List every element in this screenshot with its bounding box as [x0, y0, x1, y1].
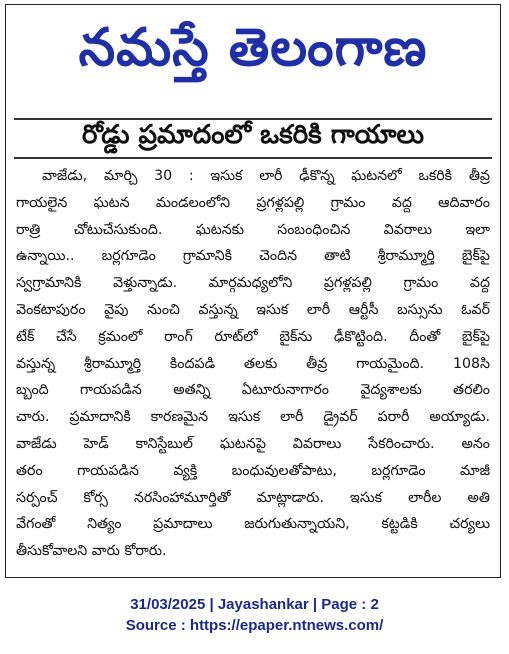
- masthead: [6, 5, 500, 91]
- article-line: రాత్రి చోటుచేసుకుంది. ఘటనకు సంబంధించిన వివరాలు ఇలా: [16, 221, 490, 238]
- edition-info: 31/03/2025 | Jayashankar | Page : 2: [130, 596, 379, 613]
- masthead-title: నమస్తే తెలంగాణ: [78, 18, 428, 78]
- article-line: వేగంతో నిత్యం ప్రమాదాలు జరుగుతున్నాయని, కట్టడికి చర్యలు: [16, 516, 490, 533]
- article-line: స్వగ్రామానికి వెళ్తున్నాడు. మార్గమధ్యలోని ప్రగళ్లపల్లి గ్రామం వద్ద: [16, 275, 490, 292]
- article-body: [16, 163, 490, 565]
- article-line: టేక్ చేసే క్రమంలో రాంగ్ రూట్‌లో బైక్‌ను ఢీకొట్టింది. దీంతో బైక్‌పై: [16, 328, 490, 345]
- article-line: తరం గాయపడిన వ్యక్తి బంధువులతోపాటు, బర్లగూడెం మాజీ: [16, 462, 490, 479]
- article-line: వస్తున్న శ్రీరామ్మూర్తి కిందపడి తలకు తీవ్ర గాయమైంది. 108సి: [16, 355, 490, 372]
- article-line: చారు. ప్రమాదానికి కారణమైన ఇసుక లారీ డ్రైవర్ పరారీ అయ్యాడు.: [16, 409, 490, 426]
- article-line: వాజేడు హెడ్ కానిస్టేబుల్ ఘటనపై వివరాలు సేకరించారు. అనం: [16, 435, 490, 452]
- headline: [6, 120, 500, 156]
- article-line: గాయలైన ఘటన మండలంలోని ప్రగళ్లపల్లి గ్రామం వద్ద ఆదివారం: [16, 194, 490, 211]
- article-line: బ్బంది గాయపడిన అతన్ని ఏటూరునాగారం వైద్యశాలకు తరలిం: [16, 382, 490, 399]
- article-line: వాజేడు, మార్చి 30 : ఇసుక లారీ ఢీకొన్న ఘటనలో ఒకరికి తీవ్ర: [42, 168, 490, 184]
- article-line: వెంకటాపురం వైపు నుంచి వస్తున్న ఇసుక లారీ ఆర్టీసీ బస్సును ఓవర్: [16, 301, 490, 318]
- source-link[interactable]: Source : https://epaper.ntnews.com/: [125, 617, 384, 634]
- article-line: తీసుకోవాలని వారు కోరారు.: [16, 543, 167, 560]
- article-line: ఉన్నాయి.. బర్లగూడెం గ్రామానికి చెందిన తాటి శ్రీరామ్మూర్తి బైక్‌పై: [16, 248, 490, 265]
- clipping-frame: [5, 4, 501, 578]
- headline-rule-bottom: [14, 157, 492, 159]
- article-line: సర్పంచ్ కోర్స నరసింహామూర్తితో మాట్లాడారు. ఇసుక లారీల అతి: [16, 489, 490, 506]
- headline-text: రోడ్డు ప్రమాదంలో ఒకరికి గాయాలు: [82, 120, 424, 150]
